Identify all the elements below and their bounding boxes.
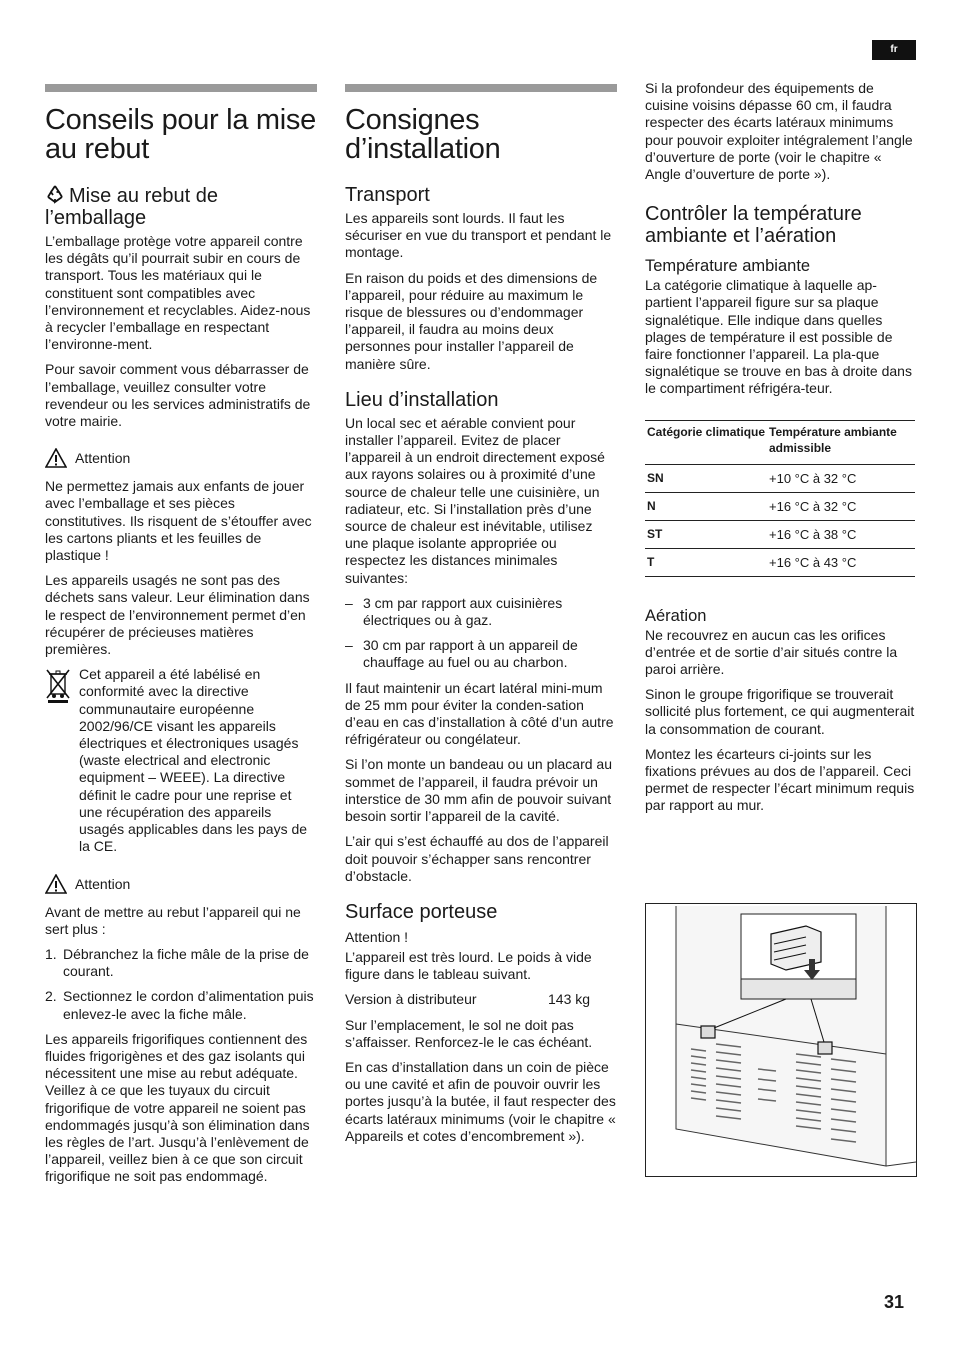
table-row [645, 492, 915, 520]
paragraph: En raison du poids et des dimensions de l’appareil, pour réduire au maximum le risque de blessures ou d’endommager l’appareil, il faudra au moins deux personnes pour installer l’appareil de manière sûre. [345, 269, 598, 372]
paragraph: Pour savoir comment vous débarrasser de l’emballage, veuillez consulter votre revendeur ou les services administratifs de votre mairie. [45, 361, 311, 430]
paragraph: Les appareils sont lourds. Il faut les sécuriser en vue du transport et pendant le montage. [345, 210, 612, 261]
installation-column [345, 84, 617, 1153]
paragraph: Les appareils frigorifiques contiennent des fluides frigorigènes et des gaz isolants qui nécessitent une mise au rebut adéquate. Veillez à ce que les tuyaux du circuit frigorifique de votre appareil ne soient pas endommagés jusqu’à son élimination dans les règles de l’art. Jusqu’à l’enlèvement de l’appareil, veillez bien à ce que son circuit frigorifique ne soit pas endommagé. [45, 1030, 310, 1185]
table-header: Catégorie climatique [645, 420, 767, 464]
crossed-bin-icon [45, 668, 71, 704]
disposal-title: Conseils pour la mise au rebut [45, 104, 316, 165]
weee-text: Cet appareil a été labélisé en conformité avec la directive communautaire européenne 2002/96/CE visant les appareils électriques et électroniques usagés (waste electrical and electronic equipment – WEEE). La directive définit le cadre pour une reprise et une récupération des appareils usagés applicables dans les pays de la CE. [79, 666, 308, 855]
paragraph: L’emballage protège votre appareil contre les dégâts qu’il pourrait subir en cours de transport. Tous les matériaux qui le constituent sont compatibles avec l’environnement et recyclables. Aidez-nous à recycler l’emballage en respectant l’environne-ment. [45, 233, 311, 353]
step-text: Sectionnez le cordon d’alimentation puis enlevez-le avec la fiche mâle. [63, 988, 314, 1022]
weight-value: 143 kg [548, 991, 591, 1008]
attention-notice [45, 874, 317, 894]
list-item [45, 988, 317, 1022]
table-row [645, 520, 915, 548]
temperature-range: +16 °C à 32 °C [767, 492, 915, 520]
language-tab: fr [872, 40, 916, 60]
climate-code: SN [645, 464, 767, 492]
recycle-icon [45, 184, 65, 204]
disposal-steps [45, 946, 317, 1023]
packaging-heading [45, 184, 317, 229]
attention-label: Attention [75, 875, 131, 892]
spacer-diagram [645, 903, 917, 1177]
table-row [645, 548, 915, 576]
step-number: 1. [45, 945, 57, 962]
paragraph: L’air qui s’est échauffé au dos de l’appareil doit pouvoir s’échapper sans rencontrer d’obstacle. [345, 833, 609, 884]
surface-heading: Surface porteuse [345, 900, 498, 923]
table-row [645, 464, 915, 492]
section-bar [345, 84, 617, 92]
disposal-column [45, 84, 317, 1194]
climate-code: ST [645, 520, 767, 548]
climate-table [645, 420, 915, 577]
list-item: – 30 cm par rapport à un appareil de chauffage au fuel ou au charbon. [345, 637, 617, 671]
weee-notice [45, 666, 317, 855]
attention-notice [45, 448, 317, 468]
step-text: Débranchez la fiche mâle de la prise de courant. [63, 945, 309, 980]
step-number: 2. [45, 988, 57, 1005]
list-item: – 3 cm par rapport aux cuisinières électriques ou à gaz. [345, 595, 617, 629]
temperature-range: +16 °C à 38 °C [767, 520, 915, 548]
paragraph: Montez les écarteurs ci-joints sur les fixations prévues au dos de l’appareil. Ceci permet de respecter l’écart minimum requis par rapport au mur. [645, 745, 915, 814]
list-item [45, 946, 317, 980]
attention-label: Attention [75, 450, 131, 467]
paragraph: Si l’on monte un bandeau ou un placard au sommet de l’appareil, il faudra prévoir un interstice de 30 mm afin de pouvoir suivant besoin sortir l’appareil de la cavité. [345, 756, 612, 825]
installation-title: Consignes d’installation [345, 104, 501, 165]
paragraph: Ne permettez jamais aux enfants de jouer avec l’emballage et ses pièces constitutives. Ils risquent de s’étouffer avec les cartons pliants et les feuilles de plastique ! [45, 478, 312, 564]
paragraph: Sur l’emplacement, le sol ne doit pas s’affaisser. Renforcez-le le cas échéant. [345, 1016, 593, 1050]
ventilation-heading: Aération [645, 606, 707, 625]
paragraph: Un local sec et aérable convient pour installer l’appareil. Evitez de placer l’appareil à un endroit directement exposé aux rayons solaires ou à proximité d’une source de chaleur telle une cuisinière, un radiateur, etc. Si l’installation près d’une source de chaleur est inévitable, utilisez une plaque isolante appropriée ou respectez les distances minimales suivantes: [345, 414, 605, 586]
paragraph: L’appareil est très lourd. Le poids à vide figure dans le tableau suivant. [345, 948, 592, 983]
paragraph: Avant de mettre au rebut l’appareil qui ne sert plus : [45, 903, 301, 937]
climate-code: T [645, 548, 767, 576]
paragraph: Sinon le groupe frigorifique se trouverait sollicité plus fortement, ce qui augmenterait la consommation de courant. [645, 686, 915, 737]
warning-icon [45, 448, 67, 468]
paragraph: Les appareils usagés ne sont pas des déchets sans valeur. Leur élimination dans le respect de l’environnement permet d’en récupérer de précieuses matières premières. [45, 572, 310, 658]
appliance-back-illustration [646, 904, 916, 1176]
paragraph: Si la profondeur des équipements de cuisine voisins dépasse 60 cm, il faudra respecter des écarts latéraux minimums pour pouvoir exploiter intégralement l’angle d’ouverture de porte (voir le chapitre « Angle d’ouverture de porte »). [645, 80, 913, 183]
distance-list [345, 595, 617, 672]
temperature-range: +16 °C à 43 °C [767, 548, 915, 576]
climate-code: N [645, 492, 767, 520]
temperature-heading: Température ambiante [645, 257, 811, 276]
ventilation-column [645, 80, 917, 823]
weight-row [345, 991, 617, 1008]
paragraph: Il faut maintenir un écart latéral mini-mum de 25 mm pour éviter la conden-sation d’eau en cas d’installation à côté d’un autre réfrigérateur ou congélateur. [345, 679, 614, 748]
location-heading: Lieu d’installation [345, 388, 499, 411]
transport-heading: Transport [345, 184, 430, 206]
paragraph: Ne recouvrez en aucun cas les orifices d’entrée et de sortie d’air situés contre la paroi arrière. [645, 626, 898, 678]
warning-icon [45, 874, 67, 894]
packaging-heading-text: Mise au rebut de l’emballage [45, 185, 218, 229]
table-header: Température ambiante admissible [767, 420, 915, 464]
weight-label: Version à distributeur [345, 991, 477, 1008]
section-bar [45, 84, 317, 92]
page-number: 31 [884, 1292, 905, 1312]
temperature-range: +10 °C à 32 °C [767, 464, 915, 492]
attention-label: Attention ! [345, 928, 409, 945]
paragraph: En cas d’installation dans un coin de pièce ou une cavité et afin de pouvoir ouvrir les portes jusqu’à la butée, il faut respecter des écarts latéraux minimums (voir le chapitre « Appareils et cotes d’encombrement »). [345, 1058, 616, 1144]
paragraph: La catégorie climatique à laquelle ap-partient l’appareil figure sur sa plaque signalétique. Elle indique dans quelles plages de température il est possible de faire fonctionner l’appareil. La pla-que signalétique se trouve en bas à droite dans le compartiment réfrigéra-teur. [645, 277, 912, 397]
control-heading: Contrôler la température ambiante et l’aération [645, 203, 862, 248]
